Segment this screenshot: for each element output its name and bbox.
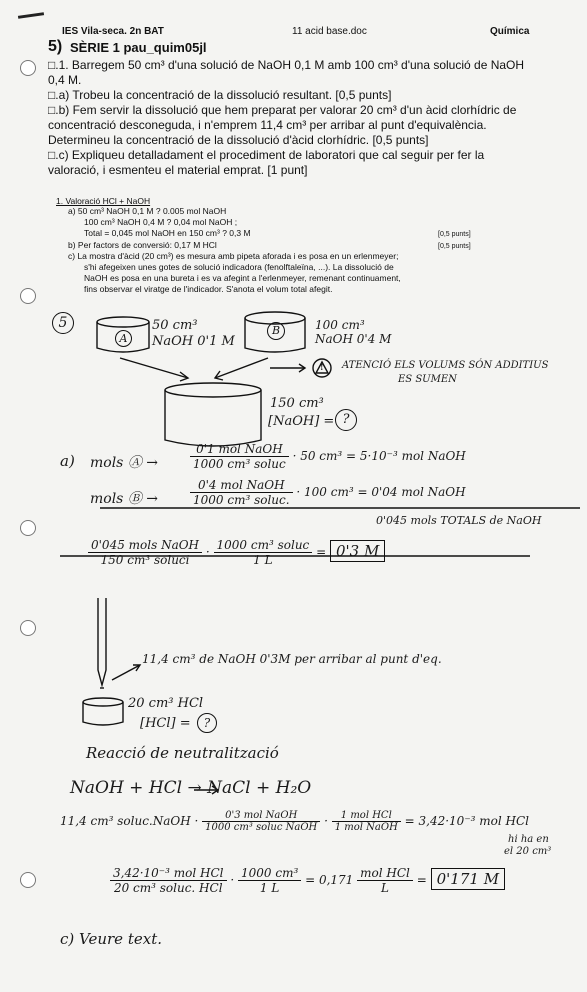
hcl-concentration-calc: $\frac{\text{3,42·10⁻³ mol HCl}}{\text{20 cm³ soluc. HCl}}$ · $\frac{\text{1000 cm³}}{1 L}$ = 0,171 $\frac{\text{mol HCl}}{L}$ = 0'171 M — [110, 866, 505, 895]
mix-concentration: [NaOH] = — [268, 414, 335, 429]
question-c: □.c) Expliqueu detalladament el procediment de laboratori que cal seguir per fer la valoració, i esmenteu el material emprat. [1 punt] — [48, 148, 485, 177]
flask-concentration: [HCl] = — [140, 716, 191, 731]
answer-heading: 1. Valoració HCl + NaOH — [56, 196, 151, 206]
mols-b-label: mols Ⓑ → — [90, 491, 158, 507]
fin-f2-den: 1 L — [259, 881, 280, 895]
conv-numerator: 1000 cm³ soluc — [214, 538, 313, 553]
mols-a-calc — [190, 442, 466, 471]
conv-denominator: 1 L — [253, 553, 273, 567]
fin-f2-num: 1000 cm³ — [238, 866, 301, 881]
exercise-number: 5) — [48, 38, 63, 55]
answer-a-line2: 100 cm³ NaOH 0,4 M ? 0,04 mol NaOH ; — [84, 217, 238, 227]
additive-volumes-note: ATENCIÓ ELS VOLUMS SÓN ADDITIUS — [342, 360, 549, 371]
flask-unknown: ? — [197, 713, 217, 733]
fin-f1-num: 3,42·10⁻³ mol HCl — [110, 866, 227, 881]
hw-number-5: 5 — [52, 312, 74, 334]
mols-a-denominator: 1000 cm³ soluc — [193, 457, 286, 471]
hcl-moles-note1: hi ha en — [508, 834, 549, 845]
answer-c-line2: s'hi afegeixen unes gotes de solució indicadora (fenolftaleïna, ...). La dissolució de — [84, 262, 394, 272]
answer-c-line1: c) La mostra d'àcid (20 cm³) es mesura amb pipeta aforada i es posa en un erlenmeyer; — [68, 251, 399, 261]
beaker-b-solution: NaOH 0'4 M — [315, 332, 392, 346]
warning-mark: ! — [320, 362, 324, 372]
beaker-a-volume: 50 cm³ — [152, 318, 198, 333]
hcl-f2-den: 1 mol NaOH — [334, 822, 398, 833]
mols-b-numerator: 0'4 mol NaOH — [190, 478, 293, 493]
fin-equals: = 0,171 — [305, 873, 354, 887]
fin-f1-den: 20 cm³ soluc. HCl — [113, 881, 223, 895]
mols-a-result: · 50 cm³ = 5·10⁻³ mol NaOH — [292, 449, 466, 463]
school-name: IES Vila-seca. 2n BAT — [62, 26, 164, 37]
part-a-label: a) — [60, 452, 75, 470]
file-name: 11 acid base.doc — [292, 26, 367, 37]
question-b: □.b) Fem servir la dissolució que hem preparat per valorar 20 cm³ d'un àcid clorhídric de concentració desconeguda, i n'emprem 11,4 cm³ per arribar al punt d'equivalència. Determineu la concentració de la dissolució d'àcid clorhídric. [0,5 punts] — [48, 103, 517, 147]
hcl-f1-den: 1000 cm³ soluc NaOH — [205, 822, 318, 833]
mols-a-label: mols Ⓐ → — [90, 455, 158, 471]
answer-b: b) Per factors de conversió: 0,17 M HCl — [68, 240, 217, 250]
result-a: 0'3 M — [330, 540, 385, 562]
beaker-a-solution: NaOH 0'1 M — [152, 334, 235, 349]
conc-denominator: 150 cm³ soluci — [100, 553, 190, 567]
hcl-moles-result: = 3,42·10⁻³ mol HCl — [404, 814, 530, 828]
mols-b-calc — [190, 478, 466, 507]
answer-a-line1: a) 50 cm³ NaOH 0,1 M ? 0.005 mol NaOH — [68, 206, 227, 216]
answer-a-points: [0,5 punts] — [438, 231, 471, 238]
unknown-mark: ? — [335, 409, 357, 431]
question-a: □.a) Trobeu la concentració de la dissolució resultant. [0,5 punts] — [48, 88, 392, 102]
answer-a-line3: Total = 0,045 mol NaOH en 150 cm³ ? 0,3 M — [84, 228, 251, 238]
mols-a-numerator: 0'1 mol NaOH — [190, 442, 289, 457]
concentration-calc: $\frac{\text{0'045 mols NaOH}}{\text{150 cm³ soluci}}$ · $\frac{\text{1000 cm³ soluc}}{1 L}$ = 0'3 M — [88, 538, 385, 567]
conc-numerator: 0'045 mols NaOH — [88, 538, 202, 553]
question-1: □.1. Barregem 50 cm³ d'una solució de NaOH 0,1 M amb 100 cm³ d'una solució de NaOH 0,4 M. — [48, 58, 525, 87]
flask-volume: 20 cm³ HCl — [128, 696, 204, 711]
fin-f3-num: mol HCl — [357, 866, 413, 881]
burette-note: 11,4 cm³ de NaOH 0'3M per arribar al punt d'eq. — [142, 652, 442, 666]
hcl-moles-calc: 11,4 cm³ soluc.NaOH · $\frac{\text{0'3 mol NaOH}}{\text{1000 cm³ soluc NaOH}}$ · $\frac{\text{1 mol HCl}}{\text{1 mol NaOH}}$ = 3,42·10⁻³ mol HCl — [60, 810, 530, 833]
beaker-b-volume: 100 cm³ — [315, 318, 365, 332]
reaction-title: Reacció de neutralització — [86, 744, 279, 762]
mix-volume: 150 cm³ — [270, 396, 324, 411]
answer-c-line3: NaOH es posa en una bureta i es va afegint a l'erlenmeyer, remenant continuament, — [84, 273, 401, 283]
hcl-f2-num: 1 mol HCl — [332, 810, 401, 822]
total-mols: 0'045 mols TOTALS de NaOH — [376, 514, 542, 527]
part-c-note: c) Veure text. — [60, 930, 162, 948]
exercise-title: SÈRIE 1 pau_quim05jl — [70, 40, 207, 55]
result-b: 0'171 M — [431, 868, 505, 890]
hcl-moles-lhs: 11,4 cm³ soluc.NaOH · — [60, 814, 199, 828]
hcl-f1-num: 0'3 mol NaOH — [202, 810, 320, 822]
hcl-moles-note2: el 20 cm³ — [504, 846, 552, 857]
answer-c-line4: fins observar el viratge de l'indicador. S'anota el volum total afegit. — [84, 284, 333, 294]
beaker-b-label: B — [267, 322, 285, 340]
reaction-equation: NaOH + HCl → NaCl + H₂O — [70, 778, 312, 798]
additive-volumes-note2: ES SUMEN — [398, 374, 457, 385]
beaker-a-label: A — [115, 330, 132, 347]
subject: Química — [490, 26, 530, 37]
mols-b-result: · 100 cm³ = 0'04 mol NaOH — [296, 485, 466, 499]
answer-b-points: [0,5 punts] — [438, 243, 471, 250]
fin-f3-den: L — [381, 881, 390, 895]
mols-b-denominator: 1000 cm³ soluc. — [193, 493, 290, 507]
